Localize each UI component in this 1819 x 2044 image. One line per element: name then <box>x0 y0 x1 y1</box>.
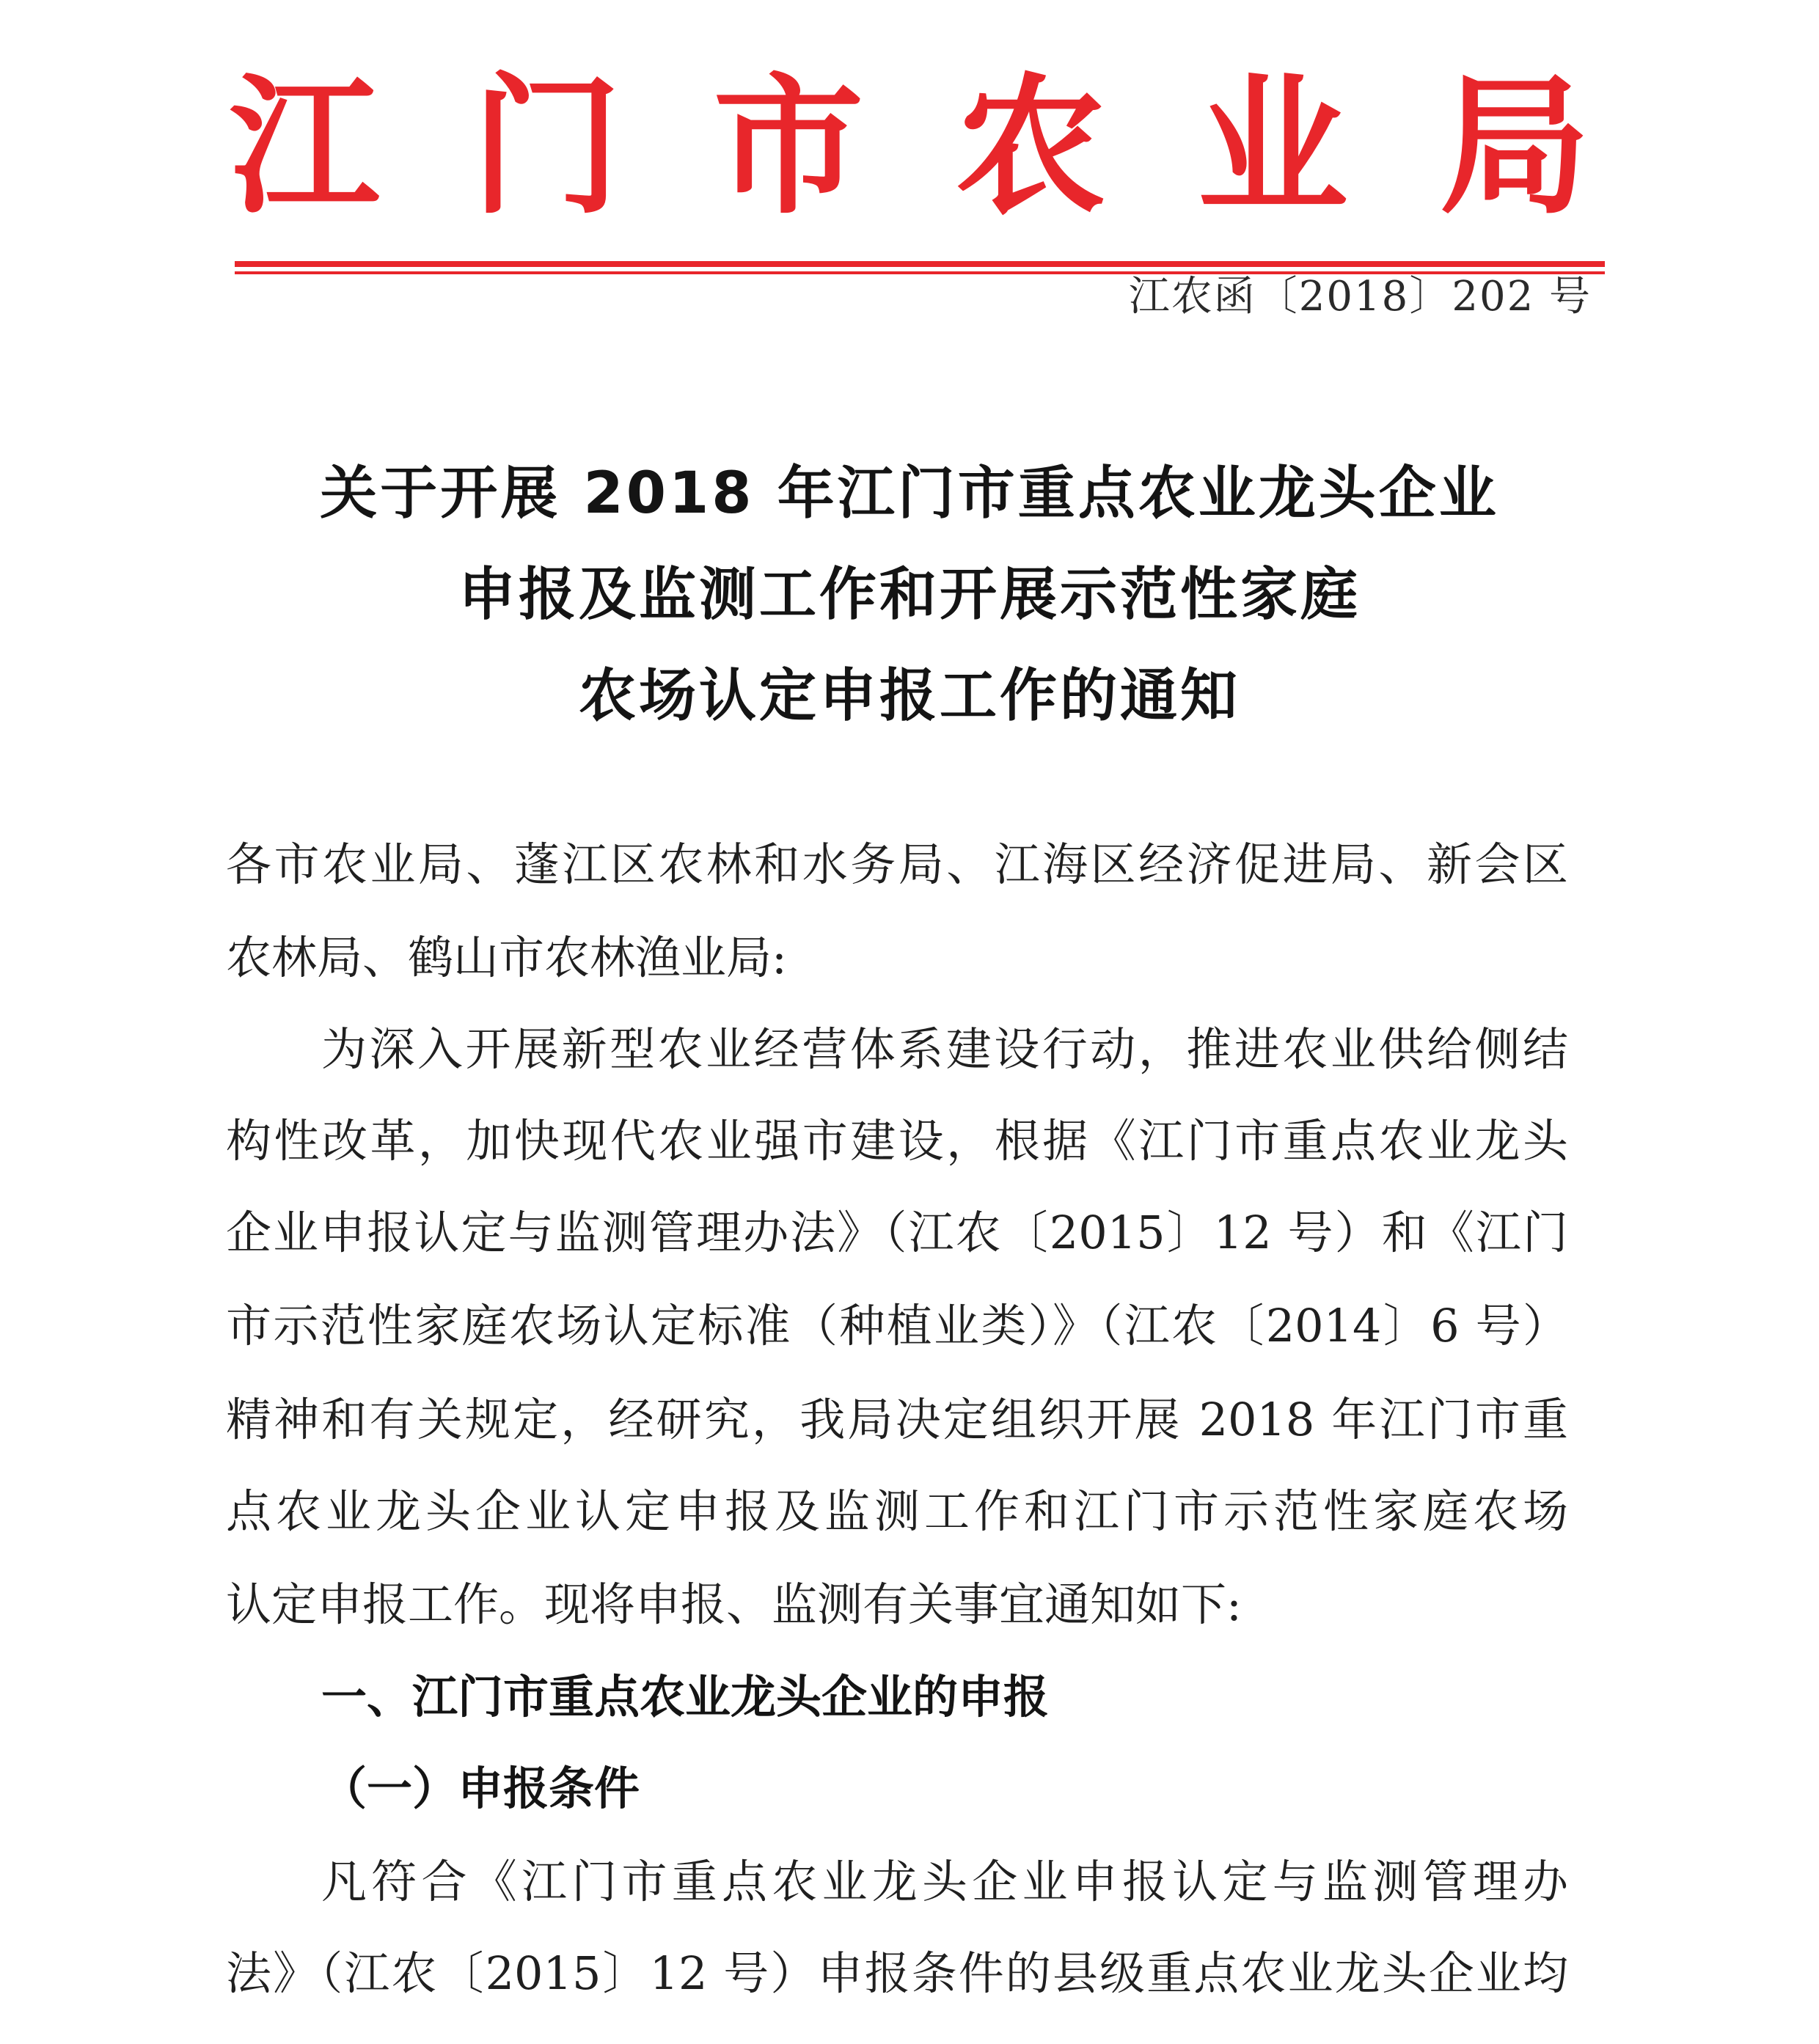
letterhead-title <box>220 51 1599 242</box>
paragraph-line: 精神和有关规定，经研究，我局决定组织开展 2018 年江门市重 <box>226 1393 1568 1446</box>
letterhead-char: 农 <box>955 58 1106 235</box>
paragraph-line: 凡符合《江门市重点农业龙头企业申报认定与监测管理办 <box>321 1855 1568 1908</box>
section-heading: 一、江门市重点农业龙头企业的申报 <box>321 1670 1050 1724</box>
letterhead-char: 局 <box>1439 58 1590 235</box>
letterhead-char: 江 <box>229 58 380 235</box>
letterhead-char: 市 <box>713 58 864 235</box>
document-title-line: 农场认定申报工作的通知 <box>578 663 1240 729</box>
paragraph-line: 认定申报工作。现将申报、监测有关事宜通知如下: <box>226 1578 1242 1631</box>
letterhead-char: 业 <box>1197 58 1348 235</box>
paragraph-line: 市示范性家庭农场认定标准（种植业类）》（江农〔2014〕6 号） <box>226 1299 1568 1352</box>
document-title-line: 申报及监测工作和开展示范性家庭 <box>458 562 1361 628</box>
document-title-line: 关于开展 2018 年江门市重点农业龙头企业 <box>320 461 1499 527</box>
paragraph-line: 企业申报认定与监测管理办法》（江农〔2015〕12 号）和《江门 <box>226 1206 1568 1259</box>
paragraph-line: 为深入开展新型农业经营体系建设行动，推进农业供给侧结 <box>321 1022 1568 1076</box>
salutation-line: 农林局、鹤山市农林渔业局: <box>226 931 787 984</box>
paragraph-line: 点农业龙头企业认定申报及监测工作和江门市示范性家庭农场 <box>226 1484 1568 1538</box>
document-number: 江农函〔2018〕202 号 <box>1128 273 1592 320</box>
paragraph-line: 构性改革，加快现代农业强市建设，根据《江门市重点农业龙头 <box>226 1114 1568 1168</box>
paragraph-line: 法》（江农〔2015〕12 号）申报条件的县级重点农业龙头企业均 <box>226 1946 1568 2000</box>
salutation-line: 各市农业局、蓬江区农林和水务局、江海区经济促进局、新会区 <box>226 838 1568 891</box>
letterhead-char: 门 <box>471 58 622 235</box>
subsection-heading: （一）申报条件 <box>321 1762 640 1815</box>
